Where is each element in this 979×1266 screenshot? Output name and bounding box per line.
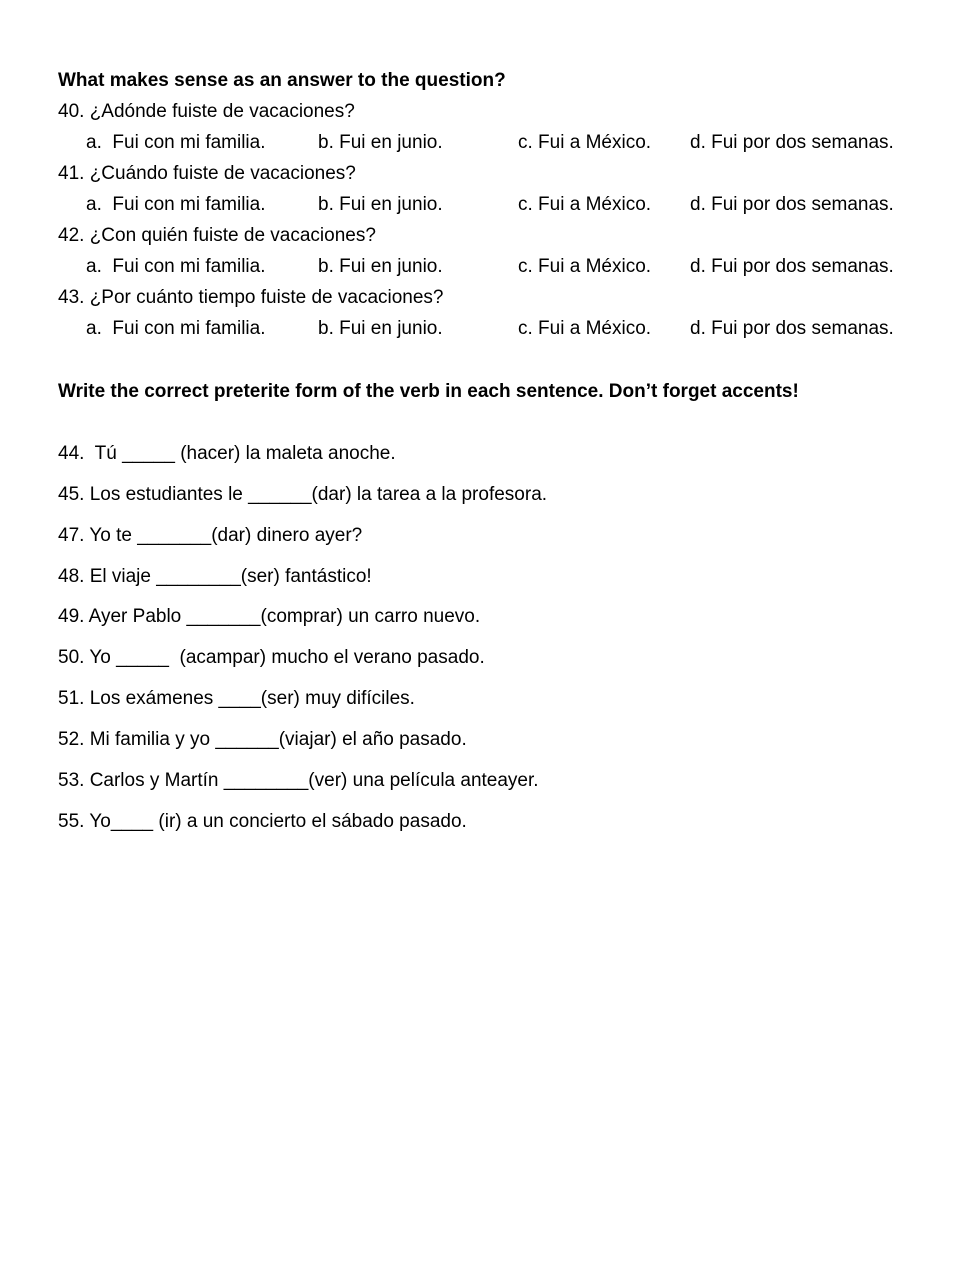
- q43-option-b: b. Fui en junio.: [318, 318, 443, 339]
- item-55: 55. Yo____ (ir) a un concierto el sábado pasado.: [58, 811, 467, 832]
- q40-option-d: d. Fui por dos semanas.: [690, 132, 894, 153]
- item-45: 45. Los estudiantes le ______(dar) la tarea a la profesora.: [58, 484, 548, 505]
- item-52: 52. Mi familia y yo ______(viajar) el año pasado.: [58, 729, 467, 750]
- q41-option-b: b. Fui en junio.: [318, 194, 443, 215]
- question-40: 40. ¿Adónde fuiste de vacaciones?: [58, 101, 355, 122]
- item-48: 48. El viaje ________(ser) fantástico!: [58, 566, 372, 587]
- question-43: 43. ¿Por cuánto tiempo fuiste de vacaciones?: [58, 287, 444, 308]
- section1-heading: What makes sense as an answer to the question?: [58, 70, 506, 91]
- q41-option-d: d. Fui por dos semanas.: [690, 194, 894, 215]
- q40-option-c: c. Fui a México.: [518, 132, 652, 153]
- q43-option-c: c. Fui a México.: [518, 318, 652, 339]
- q42-option-d: d. Fui por dos semanas.: [690, 256, 894, 277]
- q40-option-a: a. Fui con mi familia.: [86, 132, 266, 153]
- item-51: 51. Los exámenes ____(ser) muy difíciles.: [58, 688, 415, 709]
- q43-option-d: d. Fui por dos semanas.: [690, 318, 894, 339]
- item-47: 47. Yo te _______(dar) dinero ayer?: [58, 525, 363, 546]
- q41-option-a: a. Fui con mi familia.: [86, 194, 266, 215]
- q42-option-b: b. Fui en junio.: [318, 256, 443, 277]
- item-49: 49. Ayer Pablo _______(comprar) un carro nuevo.: [58, 606, 481, 627]
- q42-option-a: a. Fui con mi familia.: [86, 256, 266, 277]
- q43-option-a: a. Fui con mi familia.: [86, 318, 266, 339]
- q41-option-c: c. Fui a México.: [518, 194, 652, 215]
- question-42: 42. ¿Con quién fuiste de vacaciones?: [58, 225, 376, 246]
- question-41: 41. ¿Cuándo fuiste de vacaciones?: [58, 163, 356, 184]
- item-44: 44. Tú _____ (hacer) la maleta anoche.: [58, 443, 396, 464]
- item-53: 53. Carlos y Martín ________(ver) una película anteayer.: [58, 770, 539, 791]
- q42-option-c: c. Fui a México.: [518, 256, 652, 277]
- q40-option-b: b. Fui en junio.: [318, 132, 443, 153]
- section2-heading: Write the correct preterite form of the verb in each sentence. Don’t forget accents!: [58, 381, 799, 402]
- item-50: 50. Yo _____ (acampar) mucho el verano pasado.: [58, 647, 485, 668]
